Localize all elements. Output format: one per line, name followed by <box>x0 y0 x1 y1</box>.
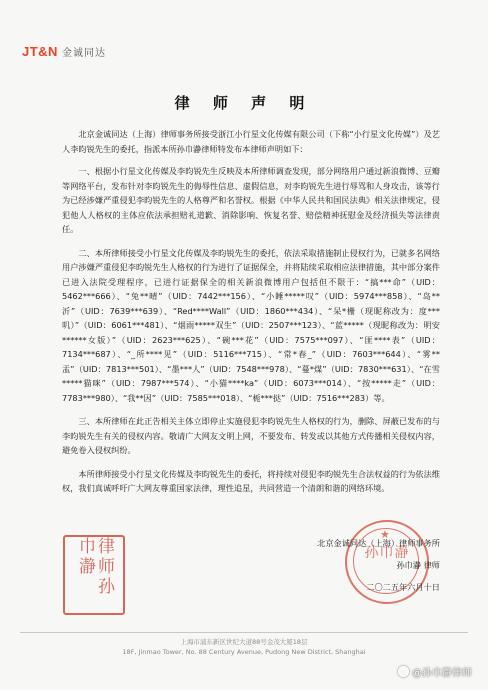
paragraph-3: 三、本所律师在此正告相关主体立即停止实施侵犯李昀锐先生人格权的行为，删除、屏蔽已发布的与李昀锐先生有关的侵权内容。敬请广大网友文明上网，不要发布、转发或以其他方式传播相关侵权内容，避免卷入侵权纠纷。 <box>62 416 440 455</box>
paragraph-4: 本所律师接受小行星文化传媒及李昀锐先生的委托，将持续对侵犯李昀锐先生合法权益的行为依法维权，我们真诚呼吁广大网友尊重国家法律，理性追星，共同营造一个清朗和谐的网络环境。 <box>62 468 440 493</box>
paragraph-1: 一、根据小行星文化传媒及李昀锐先生反映及本所律师调查发现，部分网络用户通过新浪微博、豆瓣等网络平台，发布针对李昀锐先生的侮辱性信息、虚假信息，对李昀锐先生进行辱骂和人身攻击，该等行为已经涉嫌严重侵犯李昀锐先生的人格尊严和名誉权。根据《中华人民共和国民法典》相关法律规定，侵犯他人人格权的主体应依法承担赔礼道歉、消除影响、恢复名誉、赔偿精神抚慰金及经济损失等法律责任。 <box>62 166 440 234</box>
seal-star-icon: ★ <box>380 528 390 541</box>
firm-logo <box>22 44 106 59</box>
seal-center-text: 孙巾瀞 <box>364 545 410 561</box>
signature-block <box>317 532 440 598</box>
intro-paragraph: 北京金诚同达（上海）律师事务所接受浙江小行星文化传媒有限公司（下称“小行星文化传媒”）及艺人李昀锐先生的委托，指派本所孙巾瀞律师特发布本律师声明如下： <box>62 129 440 154</box>
footer-divider <box>20 632 468 633</box>
document-body <box>62 127 440 505</box>
footer-address-cn: 上海市浦东新区世纪大道88号金茂大厦18层 <box>180 638 308 646</box>
weibo-watermark <box>398 664 472 679</box>
signature-firm: 北京金诚同达（上海）律师事务所 <box>317 538 440 548</box>
watermark-text: @孙巾瀞律师 <box>412 668 472 679</box>
logo-mark: JT&N <box>22 44 58 59</box>
paragraph-2: 二、本所律师接受小行星文化传媒及李昀锐先生的委托，依法采取措施制止侵权行为，已就多名网络用户涉嫌严重侵犯李昀锐先生人格权的行为进行了证据保全，并将陆续采取相应法律措施，其中部分案件已进入法院受理程序，已进行证据保全的相关新浪微博用户包括但不限于：“搞***命”（UID：5462***666）、“兔**晴”（UID：7442***156）、“小睡*****叹”（UID：5974***858）、“岛**沂”（UID：7639***639）、“Red****Wall”（UID：1860***434）、“呆*栅（现昵称改为：度***叽）”（UID：6061***481）、“烟雨*****双生”（UID：2507***123）、“蓝*****（现昵称改为：明安******女版）”（UID：2623***625）、“碗***花”（UID：7575***097）、“匪****表”（UID：7134***687）、“_所****见”（UID：5116***715）、“常*春_”（UID：7603***644）、“雾**盂”（UID：7813***501）、“墨***人”（UID：7548***978）、“蔓*煤”（UID：7830***631）、“在雪*****猫咪”（UID：7987***574）、“小猫****ka”（UID：6073***014）、“按*****走”（UID：7783***980）、“我**因”（UID：7585***018）、“栀***挞”（UID：7516***283）等。 <box>62 247 440 403</box>
lawyer-name-stamp: 律师孙巾瀞 <box>63 535 125 615</box>
document-title: 律 师 声 明 <box>174 94 314 112</box>
weibo-icon <box>398 666 409 677</box>
footer-address-en: 18F, Jinmao Tower, No. 88 Century Avenue, Pudong New District, Shanghai <box>122 648 366 656</box>
signature-lawyer: 孙巾瀞 律师 <box>396 560 440 570</box>
logo-chinese-name: 金诚同达 <box>61 48 106 59</box>
signature-date: 二〇二五年六月十日 <box>366 582 440 592</box>
